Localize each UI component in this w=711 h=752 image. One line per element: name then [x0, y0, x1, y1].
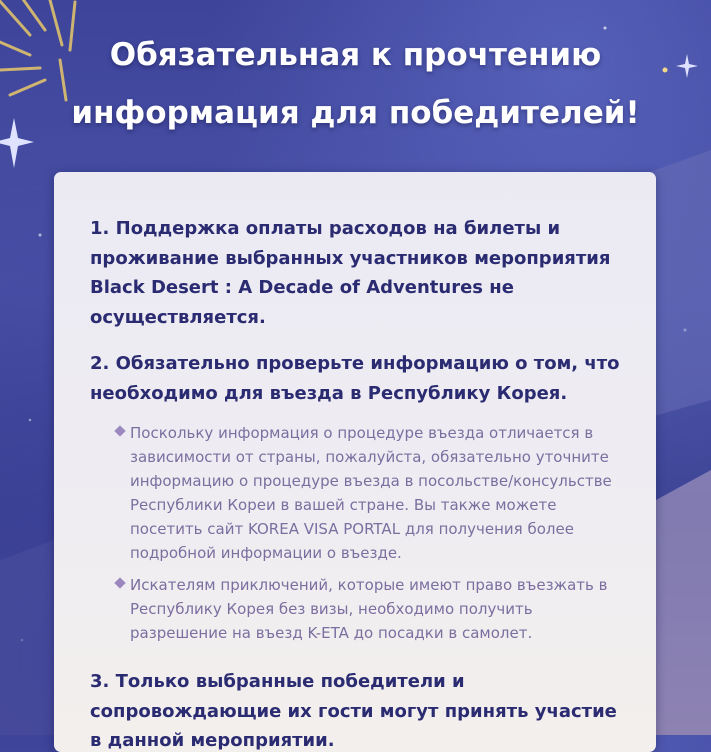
list-item [90, 573, 620, 645]
page-title-line-1: Обязательная к прочтению [109, 37, 602, 73]
info-item-2-bullets [90, 421, 620, 645]
list-item [90, 421, 620, 565]
diamond-icon [114, 577, 125, 588]
info-card-content [90, 214, 620, 752]
info-item-3: 3. Только выбранные победители и сопровождающие их гости могут принять участие в данной мероприятии. [90, 671, 617, 751]
info-item-2: 2. Обязательно проверьте информацию о том, что необходимо для въезда в Республику Корея. [90, 353, 620, 404]
info-card [54, 172, 656, 752]
page-title [0, 26, 711, 142]
bullet-text: Поскольку информация о процедуре въезда отличается в зависимости от страны, пожалуйста, обязательно уточните информацию о процедуре въезда в посольстве/консульстве Республики Кореи в вашей стране. Вы также можете посетить сайт KOREA VISA PORTAL для получения более подробной информации о въезде. [130, 424, 612, 562]
bullet-text: Искателям приключений, которые имеют право въезжать в Республику Корея без визы, необходимо получить разрешение на въезд K-ETA до посадки в самолет. [130, 576, 608, 642]
info-item-1: 1. Поддержка оплаты расходов на билеты и проживание выбранных участников мероприятия Black Desert : A Decade of Adventures не осуществляется. [90, 218, 611, 328]
page-title-line-2: информация для победителей! [71, 95, 640, 131]
diamond-icon [114, 425, 125, 436]
